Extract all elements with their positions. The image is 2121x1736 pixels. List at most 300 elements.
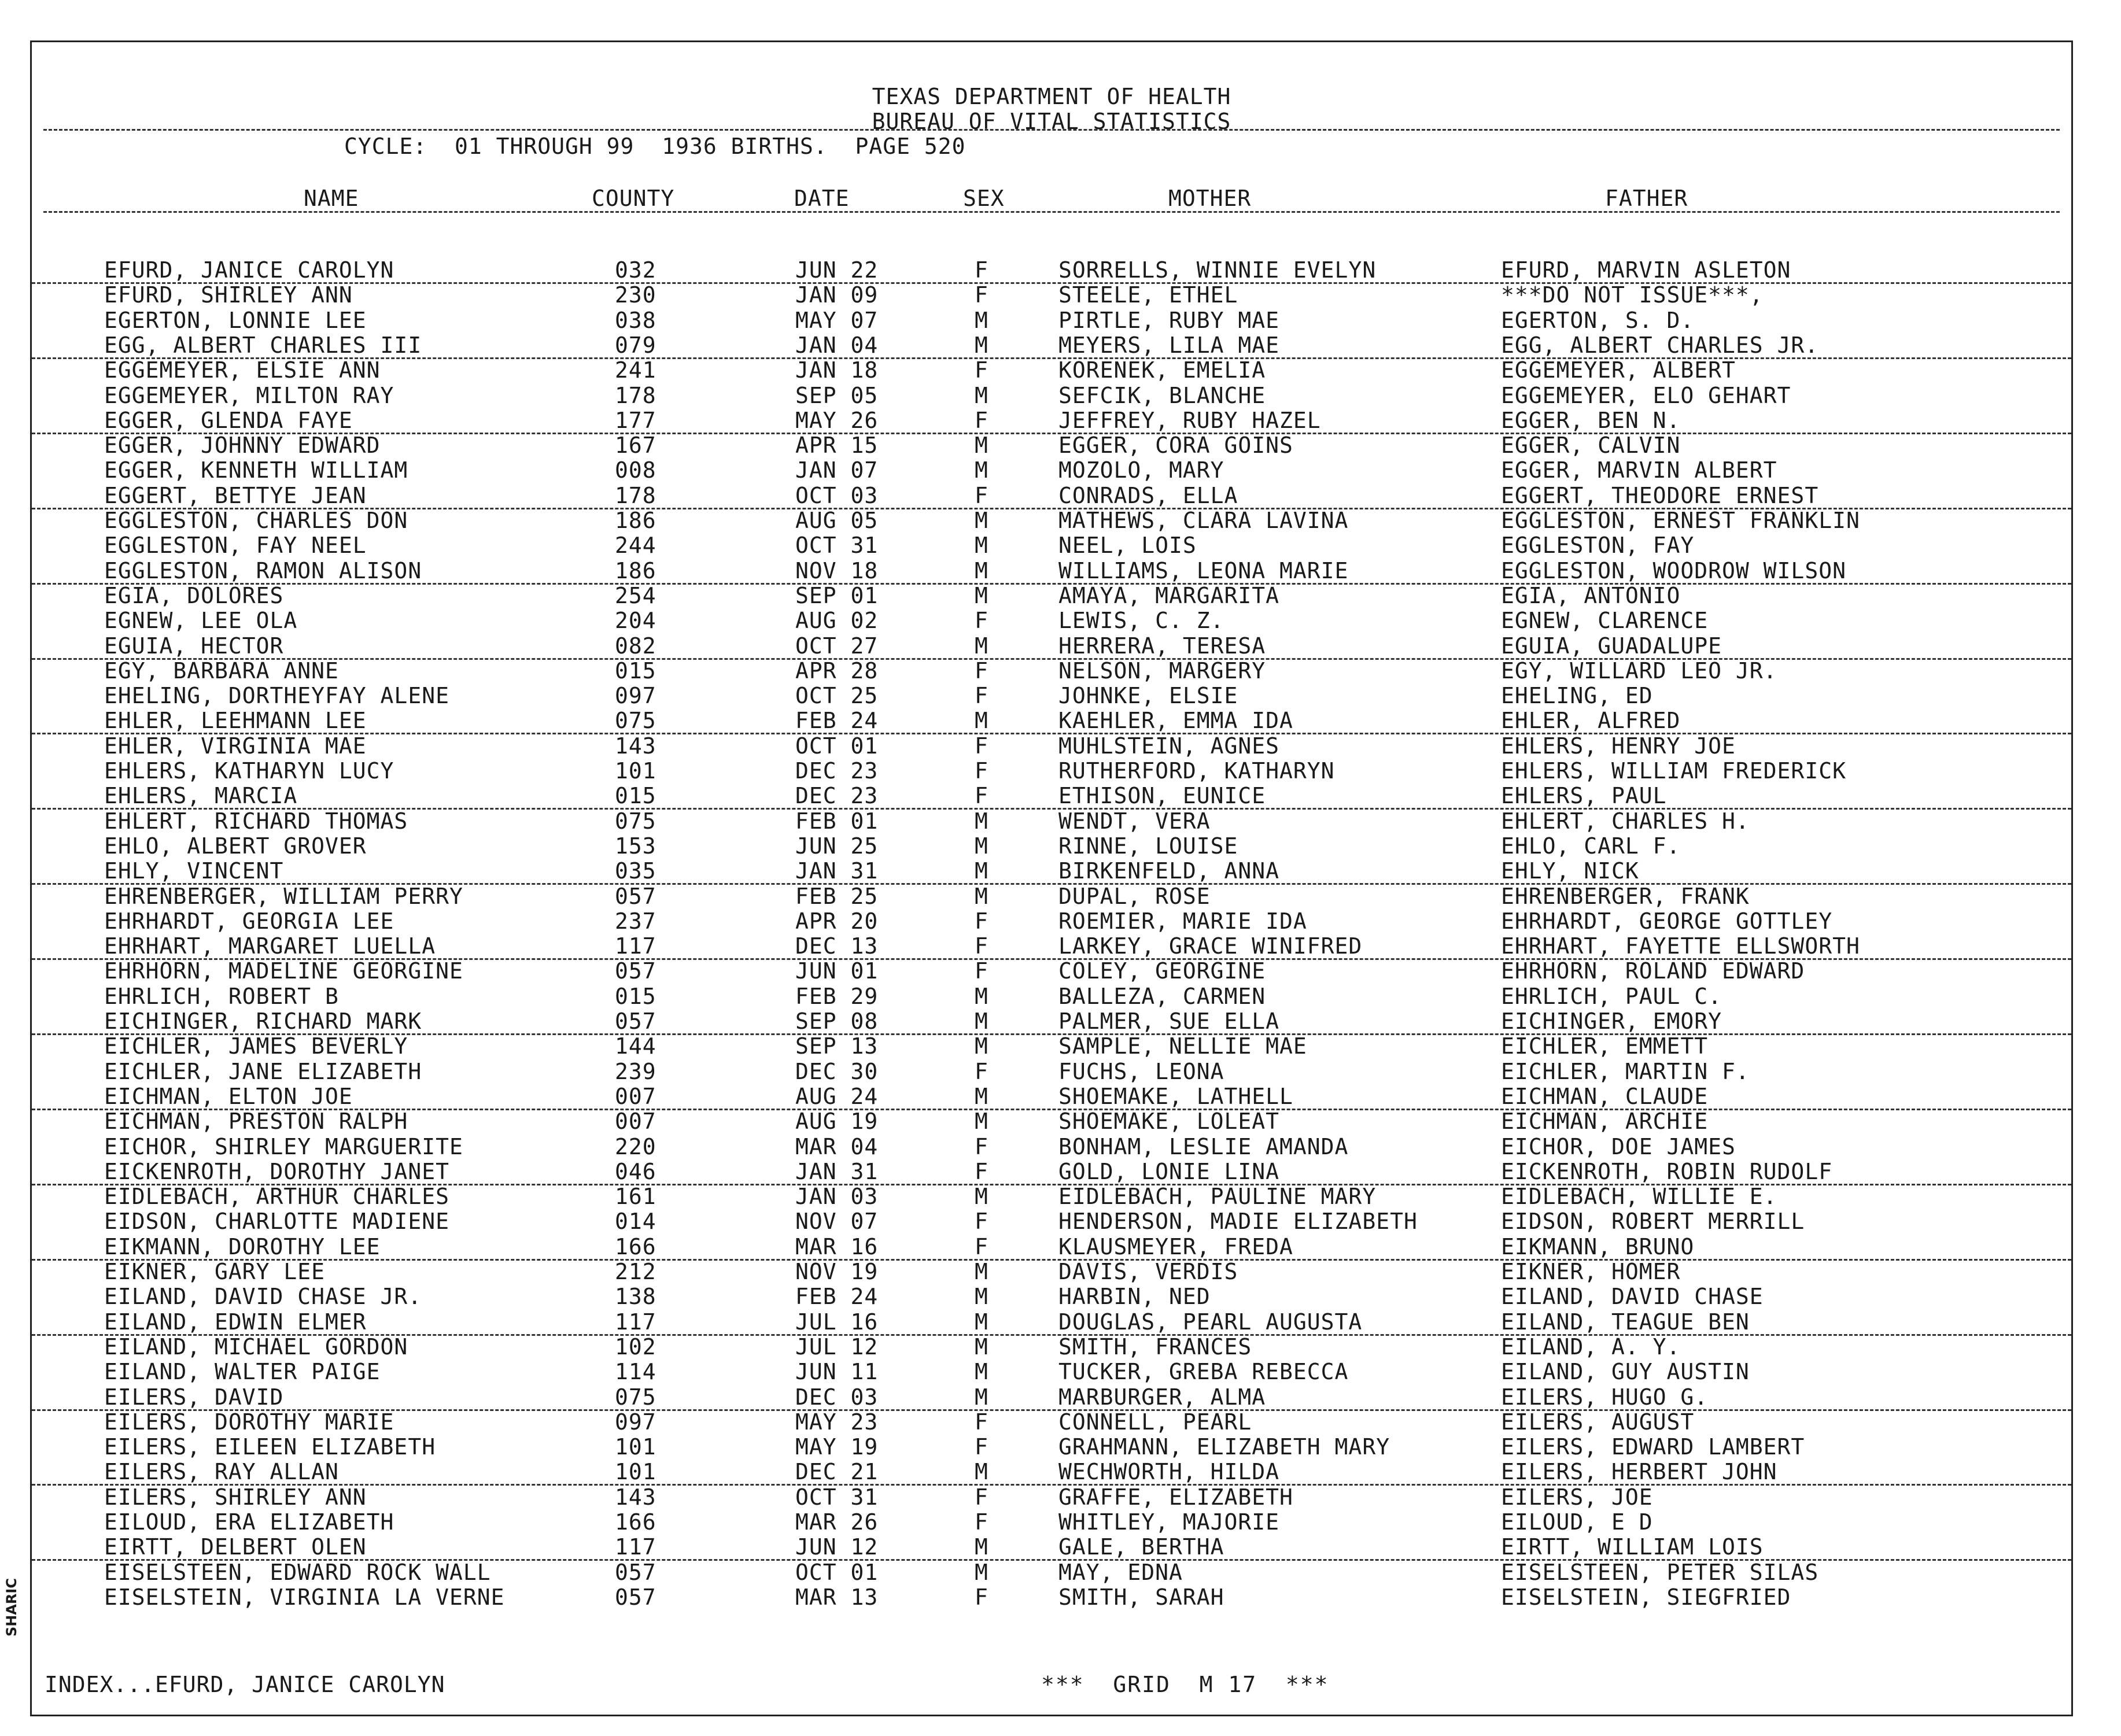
table-row: [32, 1159, 2071, 1185]
col-name: NAME: [304, 186, 359, 211]
record-mother: EGGER, CORA GOINS: [1058, 433, 1293, 459]
record-date: SEP 13: [795, 1033, 879, 1059]
record-county: 167: [615, 433, 656, 459]
table-row: [32, 1259, 2071, 1284]
record-county: 102: [615, 1334, 656, 1360]
table-row: [32, 808, 2071, 833]
table-row: [32, 508, 2071, 533]
record-sex: M: [975, 1359, 988, 1385]
record-mother: MARBURGER, ALMA: [1058, 1384, 1266, 1410]
record-date: MAR 13: [795, 1584, 879, 1610]
record-name: EHRENBERGER, WILLIAM PERRY: [104, 883, 463, 909]
record-sex: M: [975, 582, 988, 608]
record-name: EIDLEBACH, ARTHUR CHARLES: [104, 1184, 449, 1210]
record-mother: DOUGLAS, PEARL AUGUSTA: [1058, 1309, 1363, 1335]
record-county: 015: [615, 983, 656, 1009]
record-date: NOV 18: [795, 557, 879, 583]
record-mother: NELSON, MARGERY: [1058, 658, 1266, 684]
record-date: JUN 12: [795, 1534, 879, 1560]
col-date: DATE: [794, 186, 850, 211]
table-row: [32, 1534, 2071, 1561]
record-father: EIKNER, HOMER: [1501, 1259, 1681, 1284]
record-county: 117: [615, 1534, 656, 1560]
record-date: OCT 01: [795, 1559, 879, 1585]
record-sex: M: [975, 1534, 988, 1560]
record-name: EGGEMEYER, ELSIE ANN: [104, 357, 381, 383]
record-sex: F: [975, 1133, 988, 1159]
record-name: EICKENROTH, DOROTHY JANET: [104, 1158, 449, 1184]
table-row: [32, 658, 2071, 683]
record-county: 212: [615, 1259, 656, 1284]
record-date: SEP 08: [795, 1009, 879, 1034]
record-mother: ETHISON, EUNICE: [1058, 783, 1266, 809]
grid-label: *** GRID M 17 ***: [1041, 1672, 1329, 1697]
record-sex: F: [975, 758, 988, 784]
record-date: JUN 01: [795, 958, 879, 984]
record-name: EHELING, DORTHEYFAY ALENE: [104, 683, 449, 709]
record-name: EISELSTEIN, VIRGINIA LA VERNE: [104, 1584, 505, 1610]
record-name: EILERS, SHIRLEY ANN: [104, 1484, 367, 1510]
record-father: EIKMANN, BRUNO: [1501, 1233, 1695, 1259]
record-mother: JEFFREY, RUBY HAZEL: [1058, 407, 1321, 433]
record-mother: GRAHMANN, ELIZABETH MARY: [1058, 1434, 1390, 1460]
record-name: EFURD, JANICE CAROLYN: [104, 257, 394, 283]
record-sex: M: [975, 1459, 988, 1485]
record-county: 101: [615, 1434, 656, 1460]
record-county: 007: [615, 1083, 656, 1109]
table-row: [32, 1334, 2071, 1359]
col-sex: SEX: [963, 186, 1005, 211]
record-date: APR 20: [795, 908, 879, 934]
record-county: 014: [615, 1209, 656, 1235]
record-date: OCT 31: [795, 1484, 879, 1510]
record-county: 177: [615, 407, 656, 433]
record-name: EHLO, ALBERT GROVER: [104, 833, 367, 859]
table-row: [32, 708, 2071, 734]
record-date: DEC 21: [795, 1459, 879, 1485]
record-sex: M: [975, 1033, 988, 1059]
record-father: EHLERS, PAUL: [1501, 783, 1667, 809]
table-row: [32, 758, 2071, 783]
record-sex: F: [975, 608, 988, 634]
record-county: 114: [615, 1359, 656, 1385]
record-father: EFURD, MARVIN ASLETON: [1501, 257, 1791, 283]
record-father: ***DO NOT ISSUE***,: [1501, 282, 1764, 308]
record-county: 241: [615, 357, 656, 383]
record-father: EHRHORN, ROLAND EDWARD: [1501, 958, 1805, 984]
record-sex: M: [975, 1334, 988, 1360]
record-mother: GOLD, LONIE LINA: [1058, 1158, 1280, 1184]
record-name: EGGERT, BETTYE JEAN: [104, 482, 367, 508]
record-date: NOV 07: [795, 1209, 879, 1235]
record-father: EHRLICH, PAUL C.: [1501, 983, 1722, 1009]
record-father: EHLER, ALFRED: [1501, 708, 1681, 734]
record-date: JUL 12: [795, 1334, 879, 1360]
header-rule: [43, 129, 2060, 131]
table-row: [32, 457, 2071, 482]
record-sex: M: [975, 433, 988, 459]
record-father: EILAND, A. Y.: [1501, 1334, 1681, 1360]
table-row: [32, 558, 2071, 585]
record-sex: F: [975, 1058, 988, 1084]
department-title: TEXAS DEPARTMENT OF HEALTH: [872, 84, 1231, 109]
record-sex: F: [975, 482, 988, 508]
record-county: 117: [615, 933, 656, 959]
record-date: APR 15: [795, 433, 879, 459]
record-date: FEB 01: [795, 808, 879, 834]
record-date: OCT 03: [795, 482, 879, 508]
record-father: EILAND, GUY AUSTIN: [1501, 1359, 1750, 1385]
table-row: [32, 1459, 2071, 1486]
record-county: 007: [615, 1109, 656, 1135]
record-county: 097: [615, 1409, 656, 1435]
table-row: [32, 1409, 2071, 1434]
record-name: EIKMANN, DOROTHY LEE: [104, 1233, 381, 1259]
record-county: 032: [615, 257, 656, 283]
record-mother: HARBIN, NED: [1058, 1284, 1211, 1310]
record-name: EHLERS, MARCIA: [104, 783, 298, 809]
record-sex: F: [975, 733, 988, 759]
record-date: JAN 31: [795, 1158, 879, 1184]
record-county: 082: [615, 633, 656, 659]
record-county: 046: [615, 1158, 656, 1184]
record-sex: F: [975, 1484, 988, 1510]
table-row: [32, 1009, 2071, 1035]
record-mother: MUHLSTEIN, AGNES: [1058, 733, 1280, 759]
record-mother: CONRADS, ELLA: [1058, 482, 1238, 508]
record-name: EHRHORN, MADELINE GEORGINE: [104, 958, 463, 984]
side-label: SHARIC: [3, 1578, 20, 1637]
record-county: 101: [615, 758, 656, 784]
record-date: FEB 24: [795, 708, 879, 734]
record-sex: M: [975, 1384, 988, 1410]
record-name: EHRHARDT, GEORGIA LEE: [104, 908, 394, 934]
table-row: [32, 908, 2071, 933]
record-date: MAR 26: [795, 1509, 879, 1535]
record-name: EGNEW, LEE OLA: [104, 608, 298, 634]
record-county: 075: [615, 1384, 656, 1410]
record-father: EHRHART, FAYETTE ELLSWORTH: [1501, 933, 1860, 959]
record-date: MAR 16: [795, 1233, 879, 1259]
record-county: 057: [615, 883, 656, 909]
record-date: JUL 16: [795, 1309, 879, 1335]
record-name: EHLY, VINCENT: [104, 858, 284, 884]
record-date: JAN 07: [795, 457, 879, 483]
record-name: EILOUD, ERA ELIZABETH: [104, 1509, 394, 1535]
record-sex: F: [975, 1409, 988, 1435]
record-mother: STEELE, ETHEL: [1058, 282, 1238, 308]
table-row: [32, 733, 2071, 758]
record-county: 166: [615, 1509, 656, 1535]
record-father: EICHLER, MARTIN F.: [1501, 1058, 1750, 1084]
record-name: EFURD, SHIRLEY ANN: [104, 282, 353, 308]
record-date: MAY 26: [795, 407, 879, 433]
record-father: EILAND, DAVID CHASE: [1501, 1284, 1764, 1310]
record-date: JAN 31: [795, 858, 879, 884]
record-name: EILERS, DOROTHY MARIE: [104, 1409, 394, 1435]
record-name: EGGEMEYER, MILTON RAY: [104, 382, 394, 408]
record-mother: WECHWORTH, HILDA: [1058, 1459, 1280, 1485]
table-row: [32, 933, 2071, 960]
record-name: EICHMAN, PRESTON RALPH: [104, 1109, 408, 1135]
record-date: MAY 23: [795, 1409, 879, 1435]
record-sex: M: [975, 1284, 988, 1310]
record-date: JAN 18: [795, 357, 879, 383]
record-father: EGY, WILLARD LEO JR.: [1501, 658, 1777, 684]
record-mother: RUTHERFORD, KATHARYN: [1058, 758, 1335, 784]
record-county: 008: [615, 457, 656, 483]
record-date: JUN 22: [795, 257, 879, 283]
record-name: EIKNER, GARY LEE: [104, 1259, 326, 1284]
record-mother: SMITH, SARAH: [1058, 1584, 1224, 1610]
col-mother: MOTHER: [1168, 186, 1252, 211]
record-sex: M: [975, 557, 988, 583]
record-sex: M: [975, 983, 988, 1009]
record-sex: M: [975, 1184, 988, 1210]
record-county: 144: [615, 1033, 656, 1059]
record-mother: KORENEK, EMELIA: [1058, 357, 1266, 383]
record-father: EILERS, EDWARD LAMBERT: [1501, 1434, 1805, 1460]
record-sex: F: [975, 257, 988, 283]
record-mother: BALLEZA, CARMEN: [1058, 983, 1266, 1009]
record-sex: M: [975, 808, 988, 834]
record-mother: SAMPLE, NELLIE MAE: [1058, 1033, 1307, 1059]
record-sex: M: [975, 1109, 988, 1135]
record-sex: M: [975, 708, 988, 734]
record-father: EHLERT, CHARLES H.: [1501, 808, 1750, 834]
table-row: [32, 282, 2071, 307]
record-county: 244: [615, 533, 656, 559]
record-father: EGG, ALBERT CHARLES JR.: [1501, 332, 1819, 358]
record-name: EGGLESTON, RAMON ALISON: [104, 557, 422, 583]
record-mother: MOZOLO, MARY: [1058, 457, 1224, 483]
record-county: 166: [615, 1233, 656, 1259]
record-mother: WENDT, VERA: [1058, 808, 1211, 834]
table-row: [32, 683, 2071, 708]
record-name: EIRTT, DELBERT OLEN: [104, 1534, 367, 1560]
ledger-sheet: [30, 40, 2073, 1716]
record-county: 015: [615, 783, 656, 809]
record-county: 038: [615, 307, 656, 333]
record-mother: GRAFFE, ELIZABETH: [1058, 1484, 1293, 1510]
table-row: [32, 1284, 2071, 1309]
record-mother: SHOEMAKE, LATHELL: [1058, 1083, 1293, 1109]
record-mother: KLAUSMEYER, FREDA: [1058, 1233, 1293, 1259]
table-row: [32, 1234, 2071, 1261]
record-father: EILOUD, E D: [1501, 1509, 1653, 1535]
record-father: EGUIA, GUADALUPE: [1501, 633, 1722, 659]
record-county: 057: [615, 958, 656, 984]
record-name: EICHMAN, ELTON JOE: [104, 1083, 353, 1109]
record-sex: M: [975, 833, 988, 859]
record-father: EISELSTEEN, PETER SILAS: [1501, 1559, 1819, 1585]
record-mother: SORRELLS, WINNIE EVELYN: [1058, 257, 1377, 283]
record-mother: EIDLEBACH, PAULINE MARY: [1058, 1184, 1377, 1210]
record-date: OCT 25: [795, 683, 879, 709]
cycle-line: CYCLE: 01 THROUGH 99 1936 BIRTHS. PAGE 520: [344, 134, 966, 159]
record-name: EGIA, DOLORES: [104, 582, 284, 608]
record-mother: HERRERA, TERESA: [1058, 633, 1266, 659]
table-row: [32, 308, 2071, 333]
record-name: EICHLER, JAMES BEVERLY: [104, 1033, 408, 1059]
record-county: 015: [615, 658, 656, 684]
record-name: EGERTON, LONNIE LEE: [104, 307, 367, 333]
record-mother: PIRTLE, RUBY MAE: [1058, 307, 1280, 333]
record-county: 138: [615, 1284, 656, 1310]
record-name: EGGER, GLENDA FAYE: [104, 407, 353, 433]
record-date: JUN 11: [795, 1359, 879, 1385]
record-name: EHRHART, MARGARET LUELLA: [104, 933, 436, 959]
record-county: 097: [615, 683, 656, 709]
record-sex: F: [975, 357, 988, 383]
record-father: EGERTON, S. D.: [1501, 307, 1695, 333]
table-row: [32, 1084, 2071, 1110]
record-mother: FUCHS, LEONA: [1058, 1058, 1224, 1084]
record-sex: M: [975, 858, 988, 884]
record-date: JAN 03: [795, 1184, 879, 1210]
table-row: [32, 1109, 2071, 1133]
record-father: EICHLER, EMMETT: [1501, 1033, 1709, 1059]
table-row: [32, 1509, 2071, 1534]
record-mother: ROEMIER, MARIE IDA: [1058, 908, 1307, 934]
record-sex: F: [975, 1209, 988, 1235]
record-sex: F: [975, 282, 988, 308]
record-county: 153: [615, 833, 656, 859]
record-county: 186: [615, 557, 656, 583]
table-row: [32, 357, 2071, 382]
record-date: OCT 27: [795, 633, 879, 659]
index-label: INDEX...EFURD, JANICE CAROLYN: [45, 1672, 445, 1697]
record-name: EIDSON, CHARLOTTE MADIENE: [104, 1209, 449, 1235]
record-sex: M: [975, 883, 988, 909]
record-date: OCT 01: [795, 733, 879, 759]
record-county: 143: [615, 733, 656, 759]
record-father: EIDLEBACH, WILLIE E.: [1501, 1184, 1777, 1210]
record-county: 254: [615, 582, 656, 608]
record-sex: F: [975, 1584, 988, 1610]
record-mother: BONHAM, LESLIE AMANDA: [1058, 1133, 1349, 1159]
table-row: [32, 1359, 2071, 1384]
record-father: EGGEMEYER, ALBERT: [1501, 357, 1736, 383]
record-father: EHELING, ED: [1501, 683, 1653, 709]
record-date: JAN 09: [795, 282, 879, 308]
record-name: EGGLESTON, FAY NEEL: [104, 533, 367, 559]
record-sex: M: [975, 382, 988, 408]
record-county: 237: [615, 908, 656, 934]
table-row: [32, 1209, 2071, 1233]
record-mother: DAVIS, VERDIS: [1058, 1259, 1238, 1284]
record-father: EGGLESTON, WOODROW WILSON: [1501, 557, 1846, 583]
record-father: EICHMAN, CLAUDE: [1501, 1083, 1709, 1109]
record-father: EIDSON, ROBERT MERRILL: [1501, 1209, 1805, 1235]
record-mother: NEEL, LOIS: [1058, 533, 1197, 559]
record-sex: M: [975, 633, 988, 659]
record-date: AUG 19: [795, 1109, 879, 1135]
record-father: EIRTT, WILLIAM LOIS: [1501, 1534, 1764, 1560]
record-father: EHLERS, WILLIAM FREDERICK: [1501, 758, 1846, 784]
record-date: OCT 31: [795, 533, 879, 559]
record-name: EILAND, WALTER PAIGE: [104, 1359, 381, 1385]
record-father: EICHMAN, ARCHIE: [1501, 1109, 1709, 1135]
record-mother: JOHNKE, ELSIE: [1058, 683, 1238, 709]
record-county: 075: [615, 708, 656, 734]
record-name: EHLERT, RICHARD THOMAS: [104, 808, 408, 834]
table-row: [32, 1309, 2071, 1336]
record-father: EHLY, NICK: [1501, 858, 1639, 884]
table-row: [32, 1033, 2071, 1058]
record-date: FEB 24: [795, 1284, 879, 1310]
record-father: EGIA, ANTONIO: [1501, 582, 1681, 608]
record-date: MAY 19: [795, 1434, 879, 1460]
record-county: 075: [615, 808, 656, 834]
table-row: [32, 408, 2071, 434]
table-row: [32, 1484, 2071, 1509]
record-sex: M: [975, 533, 988, 559]
record-father: EHRENBERGER, FRANK: [1501, 883, 1750, 909]
record-sex: F: [975, 1158, 988, 1184]
record-name: EILERS, EILEEN ELIZABETH: [104, 1434, 436, 1460]
table-row: [32, 383, 2071, 408]
record-father: EGGER, BEN N.: [1501, 407, 1681, 433]
record-mother: GALE, BERTHA: [1058, 1534, 1224, 1560]
record-mother: WHITLEY, MAJORIE: [1058, 1509, 1280, 1535]
record-name: EGY, BARBARA ANNE: [104, 658, 339, 684]
record-date: DEC 03: [795, 1384, 879, 1410]
record-name: EHLER, LEEHMANN LEE: [104, 708, 367, 734]
record-mother: PALMER, SUE ELLA: [1058, 1009, 1280, 1034]
record-sex: M: [975, 508, 988, 533]
record-mother: DUPAL, ROSE: [1058, 883, 1211, 909]
record-county: 057: [615, 1584, 656, 1610]
record-sex: M: [975, 1559, 988, 1585]
table-row: [32, 858, 2071, 885]
record-sex: F: [975, 683, 988, 709]
record-mother: AMAYA, MARGARITA: [1058, 582, 1280, 608]
record-date: JAN 04: [795, 332, 879, 358]
record-mother: SMITH, FRANCES: [1058, 1334, 1252, 1360]
record-father: EISELSTEIN, SIEGFRIED: [1501, 1584, 1791, 1610]
record-mother: BIRKENFELD, ANNA: [1058, 858, 1280, 884]
record-sex: M: [975, 1259, 988, 1284]
record-father: EGGLESTON, ERNEST FRANKLIN: [1501, 508, 1860, 533]
record-date: AUG 05: [795, 508, 879, 533]
record-mother: LEWIS, C. Z.: [1058, 608, 1224, 634]
record-father: EILAND, TEAGUE BEN: [1501, 1309, 1750, 1335]
table-row: [32, 1134, 2071, 1159]
record-sex: M: [975, 1083, 988, 1109]
record-sex: F: [975, 1233, 988, 1259]
record-father: EILERS, JOE: [1501, 1484, 1653, 1510]
record-father: EILERS, HERBERT JOHN: [1501, 1459, 1777, 1485]
record-name: EGUIA, HECTOR: [104, 633, 284, 659]
record-sex: F: [975, 658, 988, 684]
record-name: EGGER, JOHNNY EDWARD: [104, 433, 381, 459]
table-row: [32, 884, 2071, 908]
record-county: 143: [615, 1484, 656, 1510]
record-date: MAY 07: [795, 307, 879, 333]
table-row: [32, 958, 2071, 983]
record-father: EHLO, CARL F.: [1501, 833, 1681, 859]
record-mother: COLEY, GEORGINE: [1058, 958, 1266, 984]
table-row: [32, 1560, 2071, 1584]
record-mother: WILLIAMS, LEONA MARIE: [1058, 557, 1349, 583]
record-county: 220: [615, 1133, 656, 1159]
record-date: FEB 29: [795, 983, 879, 1009]
record-name: EILAND, MICHAEL GORDON: [104, 1334, 408, 1360]
record-name: EICHLER, JANE ELIZABETH: [104, 1058, 422, 1084]
record-sex: M: [975, 307, 988, 333]
table-row: [32, 1584, 2071, 1609]
